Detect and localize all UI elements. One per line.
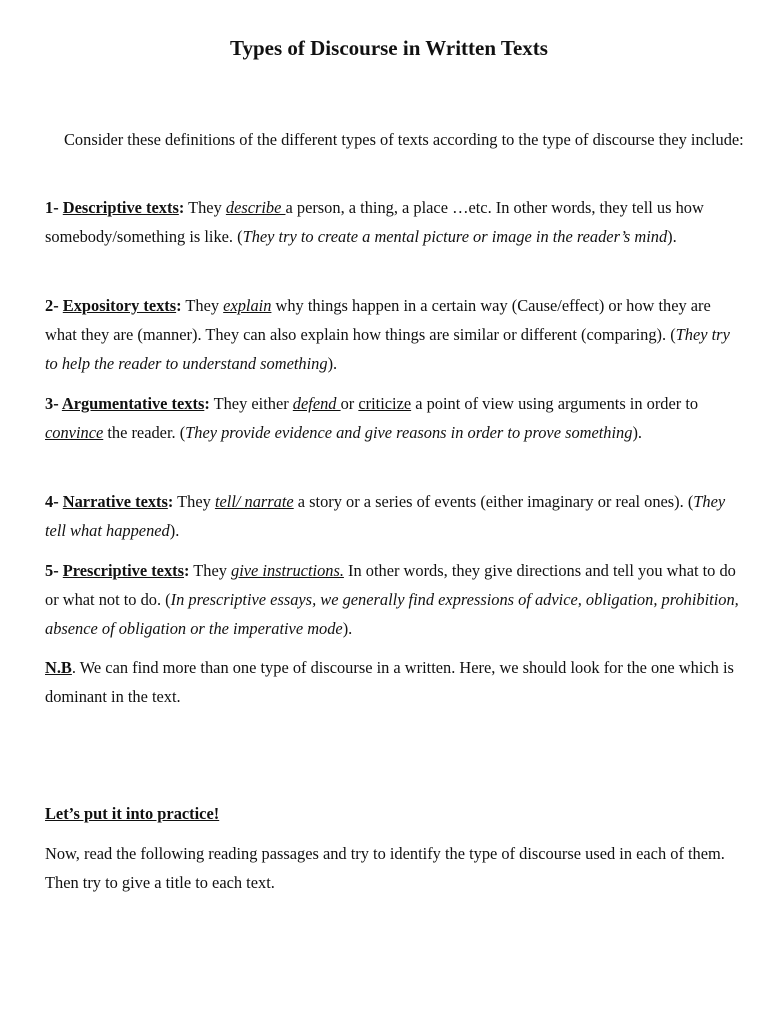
- item-keyword: criticize: [358, 394, 412, 413]
- item-label: Expository texts: [62, 296, 177, 315]
- definition-argumentative: [45, 389, 745, 447]
- item-text: They: [181, 296, 224, 315]
- item-number: 4-: [45, 492, 63, 511]
- nb-paragraph: [45, 653, 745, 711]
- definition-expository: [45, 291, 745, 378]
- item-label: Narrative texts: [62, 492, 168, 511]
- item-text: They: [173, 492, 215, 511]
- definition-prescriptive: [45, 556, 745, 643]
- item-label: Prescriptive texts: [62, 561, 184, 580]
- item-keyword: describe: [225, 198, 286, 217]
- item-text: They either: [209, 394, 293, 413]
- practice-heading: Let’s put it into practice!: [45, 804, 220, 823]
- item-number: 2-: [45, 296, 63, 315]
- nb-text: . We can find more than one type of discourse in a written. Here, we should look for the one which is dominant in the text.: [45, 658, 734, 706]
- item-colon: :: [183, 561, 190, 580]
- item-note: They try to create a mental picture or image in the reader’s mind: [242, 227, 668, 246]
- item-note: They provide evidence and give reasons in order to prove something: [185, 423, 633, 442]
- definition-narrative: [45, 487, 745, 545]
- item-text: They: [184, 198, 226, 217]
- item-colon: :: [176, 296, 182, 315]
- item-number: 1-: [45, 198, 63, 217]
- practice-instructions: Now, read the following reading passages and try to identify the type of discourse used in each of them. Then try to give a title to each text.: [45, 844, 725, 892]
- item-text: In other words, they give directions and tell you what to do or what not to do. (: [45, 561, 736, 609]
- item-text: ).: [342, 619, 353, 638]
- nb-label: N.B: [45, 658, 72, 677]
- item-keyword: explain: [223, 296, 272, 315]
- item-number: 5-: [45, 561, 63, 580]
- page-title: Types of Discourse in Written Texts: [230, 36, 548, 60]
- item-number: 3-: [45, 394, 62, 413]
- item-text: or: [340, 394, 359, 413]
- item-keyword: defend: [292, 394, 341, 413]
- definition-descriptive: [45, 193, 745, 251]
- item-text: the reader. (: [103, 423, 186, 442]
- item-keyword: tell/ narrate: [214, 492, 294, 511]
- item-text: ).: [632, 423, 643, 442]
- item-text: a person, a thing, a place …etc. In other words, they tell us how somebody/something is like. (: [45, 198, 704, 246]
- item-note: They tell what happened: [45, 492, 726, 540]
- item-label: Argumentative texts: [61, 394, 205, 413]
- item-text: ).: [667, 227, 677, 246]
- item-text: why things happen in a certain way (Cause/effect) or how they are what they are (manner). They can also explain how things are similar or different (comparing). (: [45, 296, 711, 344]
- intro-paragraph: Consider these definitions of the different types of texts according to the type of discourse they include:: [64, 130, 744, 149]
- item-colon: :: [204, 394, 210, 413]
- item-colon: :: [167, 492, 174, 511]
- item-text: ).: [327, 354, 338, 373]
- item-text: ).: [169, 521, 180, 540]
- item-keyword: give instructions.: [231, 561, 344, 580]
- item-text: They: [189, 561, 232, 580]
- item-colon: :: [178, 198, 185, 217]
- item-note: They try to help the reader to understand something: [45, 325, 730, 373]
- item-label: Descriptive texts: [62, 198, 179, 217]
- item-text: a story or a series of events (either imaginary or real ones). (: [293, 492, 694, 511]
- item-keyword: convince: [45, 423, 104, 442]
- item-note: In prescriptive essays, we generally find expressions of advice, obligation, prohibition, absence of obligation or the imperative mode: [45, 590, 739, 638]
- item-text: a point of view using arguments in order to: [411, 394, 699, 413]
